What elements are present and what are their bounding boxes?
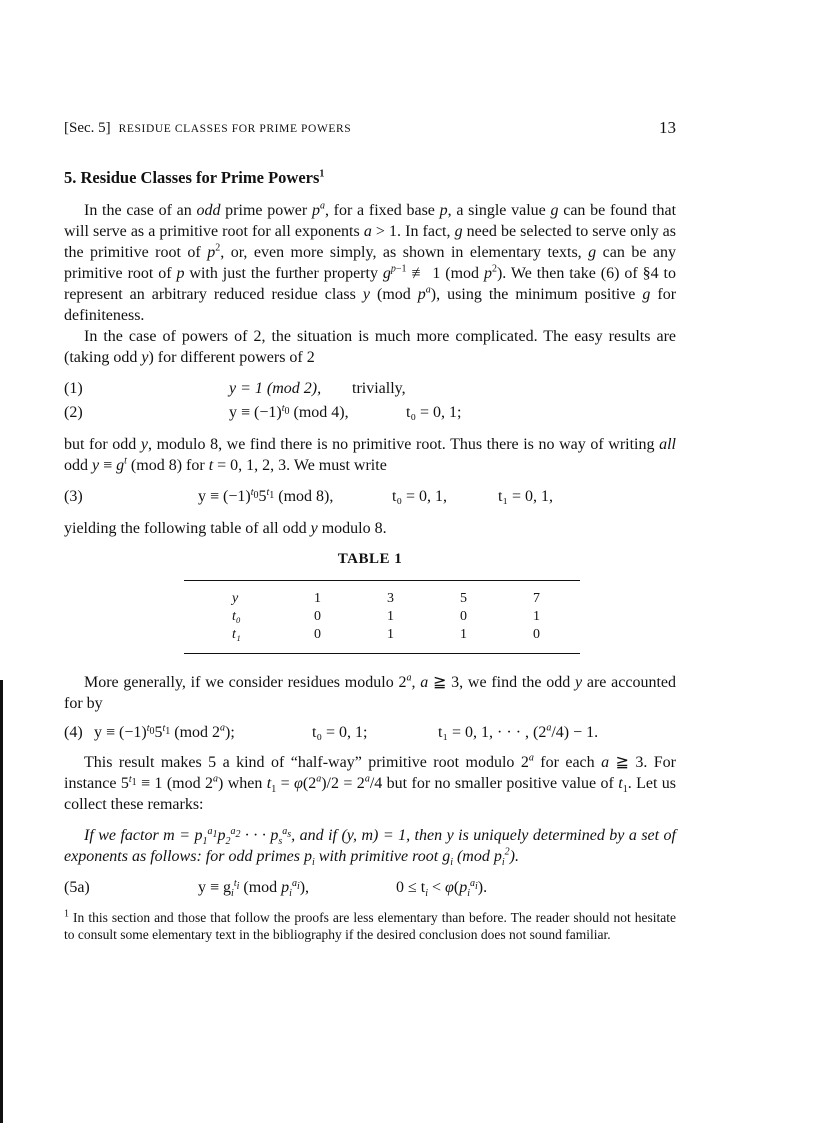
equation-2-label: (2) <box>64 404 83 421</box>
residue-table <box>184 580 580 654</box>
equation-1-label: (1) <box>64 380 83 397</box>
table-row-label: t₁ <box>232 627 241 642</box>
table-cell: 1 <box>460 627 467 642</box>
paragraph-half-way: This result makes 5 a kind of “half-way” primitive root modulo 2$^a$ for each a ≧ 3. For instance $5^{t_1} \equiv 1$ (mod 2$^a$) when $t_1 = \varphi(2^a)/2 = 2^a/4$ but for no smaller positive value of $t_1$. Let us collect these remarks: <box>64 752 677 813</box>
equation-1 <box>64 378 676 400</box>
table-title: TABLE 1 <box>337 551 403 567</box>
table-cell: 0 <box>460 609 467 624</box>
table-cell: 0 <box>314 609 321 624</box>
table-row-label: t₀ <box>232 609 241 624</box>
table-cell: 0 <box>533 627 540 642</box>
equation-2 <box>64 402 676 424</box>
footnote-mark: 1 <box>64 908 69 920</box>
table-row <box>184 609 580 627</box>
table-cell: 1 <box>533 609 540 624</box>
paragraph-intro: In the case of an odd prime power $p^a$, for a fixed base p, a single value g can be found that will serve as a primitive root for all exponents a > 1. In fact, g need be selected to serve only as the primitive root of $p^2$, or, even more simply, as shown in elementary texts, g can be any primitive root of p with just the further property $g^{p-1}$ ≢ 1 (mod $p^2$). We then take (6) of §4 to represent an arbitrary reduced residue class y (mod $p^a$), using the minimum positive g for definiteness. <box>64 200 677 324</box>
page-edge-line <box>0 680 3 1123</box>
table-row <box>184 627 580 645</box>
equation-5a-condition: $0 \le t_i < \varphi(p_i^{a_i})$. <box>396 877 488 900</box>
paragraph-more-generally: More generally, if we consider residues modulo 2$^a$, a ≧ 3, we find the odd y are accounted for by <box>64 672 676 712</box>
equation-3-condition-t0: t₀ = 0, 1, <box>392 488 448 505</box>
equation-5a <box>64 877 676 899</box>
table-row-label: y <box>232 591 239 606</box>
book-page <box>64 112 676 943</box>
footnote <box>64 909 676 943</box>
equation-3 <box>64 486 676 508</box>
heading-footnote-mark: 1 <box>319 168 325 180</box>
section-heading: 5. Residue Classes for Prime Powers$^1$ <box>64 168 325 187</box>
table-cell: 1 <box>314 591 321 606</box>
table-row <box>184 591 580 609</box>
equation-4-condition-t1: t₁ = 0, 1, · · · , $(2^a/4) - 1$. <box>438 722 599 741</box>
running-title: RESIDUE CLASSES FOR PRIME POWERS <box>118 123 352 135</box>
footnote-text: In this section and those that follow the proofs are less elementary than before. The reader should not hesitate to consult some elementary text in the bibliography if the desired conclusion does not sound familiar. <box>64 910 676 942</box>
paragraph-powers-of-two: In the case of powers of 2, the situation is much more complicated. The easy results are (taking odd y) for different powers of 2 <box>64 328 676 366</box>
equation-4 <box>64 722 676 744</box>
table-cell: 3 <box>387 591 394 606</box>
table-cell: 0 <box>314 627 321 642</box>
equation-4-formula: $y \equiv (-1)^{t_0}5^{t_1}$ (mod 2$^a$); <box>94 722 235 741</box>
equation-1-formula: y = 1 (mod 2), <box>229 380 322 397</box>
paragraph-no-primitive-root: but for odd y, modulo 8, we find there is no primitive root. Thus there is no way of writing all odd $y \equiv g^t$ (mod 8) for t = 0, 1, 2, 3. We must write <box>64 436 676 474</box>
equation-1-note: trivially, <box>352 380 406 397</box>
section-ref: [Sec. 5] <box>64 120 111 136</box>
equation-4-label: (4) <box>64 724 83 741</box>
equation-3-formula: $y \equiv (-1)^{t_0}5^{t_1}$ (mod 8), <box>198 486 334 505</box>
table-cell: 1 <box>387 627 394 642</box>
equation-4-condition-t0: t₀ = 0, 1; <box>312 724 368 741</box>
page-number: 13 <box>659 118 676 137</box>
running-header-left <box>64 120 351 137</box>
equation-2-condition: t₀ = 0, 1; <box>406 404 462 421</box>
equation-5a-formula: $y \equiv g_i^{t_i}$ (mod $p_i^{a_i}$), <box>198 877 310 900</box>
paragraph-yielding: yielding the following table of all odd y modulo 8. <box>64 520 387 537</box>
table-cell: 1 <box>387 609 394 624</box>
theorem-statement: If we factor $m = p_1^{a_1}p_2^{a_2}$ · · · $p_s^{a_s}$, and if (y, m) = 1, then y is uniquely determined by a set of exponents as follows: for odd primes $p_i$ with primitive root $g_i$ (mod $p_i^2$). <box>64 825 677 869</box>
table-cell: 7 <box>533 591 540 606</box>
equation-3-label: (3) <box>64 488 83 505</box>
running-header <box>64 112 676 142</box>
equation-5a-label: (5a) <box>64 879 90 896</box>
equation-2-formula: $y \equiv (-1)^{t_0}$ (mod 4), <box>229 402 349 421</box>
table-cell: 5 <box>460 591 467 606</box>
equation-3-condition-t1: t₁ = 0, 1, <box>498 488 554 505</box>
